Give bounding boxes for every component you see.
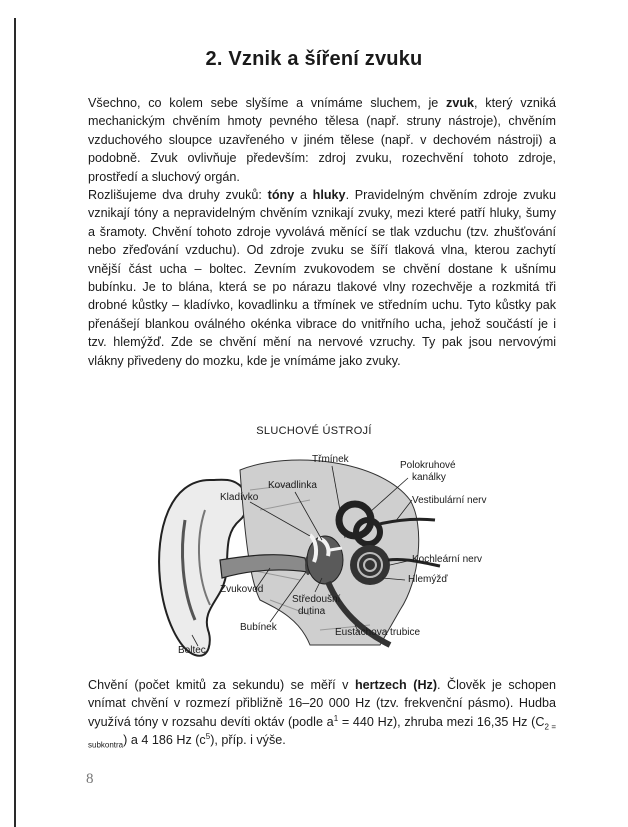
label-stapes: Třmínek <box>312 454 349 465</box>
label-malleus: Kladívko <box>220 492 259 503</box>
text-run: a <box>294 188 313 203</box>
body-text-frequency <box>88 676 556 750</box>
figure-title: SLUCHOVÉ ÚSTROJÍ <box>256 425 372 437</box>
text-run: Rozlišujeme dva druhy zvuků: <box>88 188 268 203</box>
paragraph-sound-types <box>88 186 556 370</box>
label-middle-ear-2: dutina <box>298 606 326 617</box>
label-vestibular-nerve: Vestibulární nerv <box>412 495 487 506</box>
label-ear-canal: Zvukovod <box>220 584 264 595</box>
stapes <box>330 548 342 550</box>
page-edge <box>14 18 16 827</box>
ear-anatomy-figure <box>150 440 490 670</box>
bold-term: hluky <box>312 188 346 203</box>
body-text <box>88 94 556 370</box>
label-semicircular-canals-2: kanálky <box>412 472 446 483</box>
text-run: , který vzniká mechanickým chvěním hmoty pevného tělesa (např. struny nástroje), chvěním vzduchového sloupce uzavřeného v jiném tělese (např. v dechovém nástroji) a podobně. Zvuk ovlivňuje především: zdroj zvuku, rozechvění tohoto zdroje, prostředí a sluchový orgán. <box>88 96 557 184</box>
label-cochlea: Hlemýžď <box>408 574 448 585</box>
label-semicircular-canals: Polokruhové <box>400 460 456 471</box>
superscript: 5 <box>205 732 211 742</box>
text-run: = 440 Hz), zhruba mezi 16,35 Hz (C <box>338 714 545 729</box>
text-run: . Člověk je schopen vnímat chvění v rozmezí přibližně 16–20 000 Hz (tzv. frekvenční pásmo). Hudba využívá tóny v rozsahu devíti oktáv (podle a <box>88 678 556 729</box>
bold-term: zvuk <box>446 96 475 110</box>
label-eardrum: Bubínek <box>240 622 277 633</box>
label-middle-ear: Středoušní <box>292 594 341 605</box>
label-auricle: Boltec <box>178 645 206 656</box>
paragraph-sound-origin <box>88 94 556 186</box>
label-cochlear-nerve: Kochleární nerv <box>412 554 483 565</box>
text-run: . Pravidelným chvěním zdroje zvuku vznikají tóny a nepravidelným chvěním vznikají zvuky, mezi které patří hluky, šumy a šramoty. Chvění tohoto zdroje vyvolává měnící se tlak vzduchu (tzv. zhušťování nebo zřeďování vzduchu). Od zdroje zvuku se šíří tlaková vlna, kterou zachytí vnější část ucha – boltec. Zevním zvukovodem se chvění dostane k ušnímu bubínku. Je to blána, která se po nárazu tlakové vlny rozechvěje a rozkmitá tři drobné kůstky – kladívko, kovadlinku a třmínek ve středním uchu. Tyto kůstky pak přenášejí blankou oválného okénka vibrace do vnitřního ucha, jehož součástí je i tzv. hlemýžď. Zde se chvění mění na nervové vzruchy. Ty pak jsou nervovými vlákny přivedeny do mozku, kde je vnímáme jako zvuky. <box>88 188 556 368</box>
text-run: ) a 4 186 Hz (c <box>123 733 206 748</box>
paragraph-frequency <box>88 676 556 750</box>
superscript: 1 <box>333 713 339 723</box>
page-title: 2. Vznik a šíření zvuku <box>205 48 423 70</box>
text-run: ), příp. i výše. <box>210 733 286 748</box>
bold-term: tóny <box>267 188 295 203</box>
cochlea <box>350 545 390 585</box>
text-run: Chvění (počet kmitů za sekundu) se měří v <box>88 678 355 692</box>
bold-term: hertzech (Hz) <box>354 678 438 692</box>
label-eustachian-tube: Eustachova trubice <box>335 627 421 638</box>
page-number: 8 <box>86 771 94 787</box>
text-run: Všechno, co kolem sebe slyšíme a vnímáme sluchem, je <box>88 96 447 110</box>
label-incus: Kovadlinka <box>268 480 317 491</box>
subscript: 2 = subkontra <box>88 722 556 750</box>
